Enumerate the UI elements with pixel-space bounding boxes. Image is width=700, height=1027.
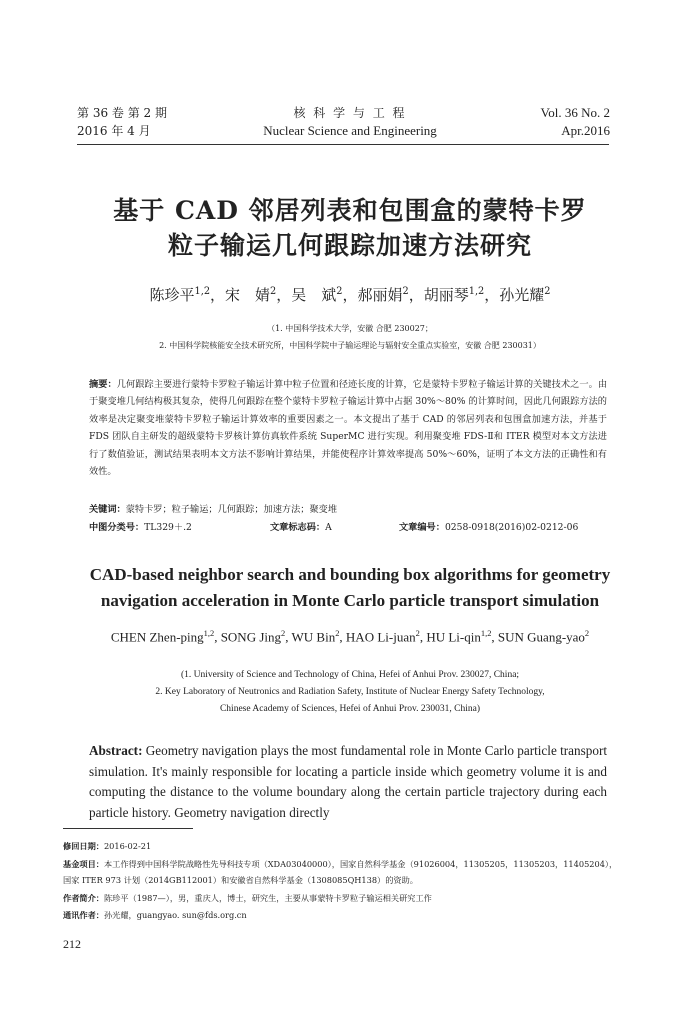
- author-cn-name: ，孙光耀: [484, 286, 545, 304]
- author-en-sup: 1,2: [480, 628, 492, 638]
- received-label: 修回日期：: [63, 841, 104, 851]
- bio-label: 作者简介：: [63, 893, 104, 903]
- author-en-sup: 2: [584, 628, 590, 638]
- author-cn-sup: 2: [402, 286, 409, 297]
- header-journal-en: Nuclear Science and Engineering: [263, 123, 437, 138]
- article-label: 文章编号：: [399, 522, 445, 533]
- author-cn-sup: 1,2: [468, 286, 485, 297]
- affiliation-cn-1: （1. 中国科学技术大学，安徽 合肥 230027；: [267, 324, 433, 333]
- title-en: [0, 562, 700, 614]
- author-cn-sup: 2: [270, 286, 277, 297]
- author-en-sup: 2: [335, 628, 340, 638]
- title-cn: [0, 193, 700, 263]
- author-cn-name: 陈珍平: [149, 286, 195, 304]
- author-en-name: , SUN Guang-yao: [491, 629, 585, 645]
- clc-label: 中图分类号：: [89, 522, 145, 533]
- author-en-name: , WU Bin: [285, 629, 336, 645]
- doc-label: 文章标志码：: [270, 522, 326, 533]
- corr-label: 通讯作者：: [63, 910, 104, 920]
- header-rule: [77, 144, 609, 145]
- author-en-name: , SONG Jing: [214, 629, 282, 645]
- doc-value: A: [325, 522, 332, 533]
- footnote-received: [63, 838, 623, 854]
- clc-value: TL329＋.2: [144, 522, 192, 533]
- fund-label: 基金项目：: [63, 859, 104, 869]
- keywords-text: 蒙特卡罗；粒子输运；几何跟踪；加速方法；聚变堆: [125, 504, 338, 515]
- title-cn-line2: 粒子输运几何跟踪加速方法研究: [167, 231, 532, 260]
- header-date-en: Apr.2016: [561, 123, 610, 138]
- author-en-sup: 2: [281, 628, 286, 638]
- header-volume-cn: 第 36 卷 第 2 期: [77, 106, 167, 120]
- abstract-cn-label: 摘要：: [89, 379, 117, 390]
- title-cn-line1: 基于 CAD 邻居列表和包围盒的蒙特卡罗: [113, 196, 587, 225]
- author-cn-name: ，吴 斌: [276, 286, 337, 304]
- authors-cn: [0, 284, 700, 305]
- fund-value: 本工作得到中国科学院战略性先导科技专项（XDA03040000），国家自然科学基金（91026004，11305205，11305203，11405204），国家 ITER 973 计划（2014GB112001）和安徽省自然科学基金（1308085QH138）的资助。: [63, 859, 618, 885]
- affiliation-cn-2: 2. 中国科学院核能安全技术研究所，中国科学院中子输运理论与辐射安全重点实验室，安徽 合肥 230031）: [159, 341, 541, 350]
- keywords-label: 关键词：: [89, 504, 126, 515]
- affiliation-en-2: 2. Key Laboratory of Neutronics and Radiation Safety, Institute of Nuclear Energy Safety Technology,: [155, 687, 545, 697]
- footnote-corresponding: [63, 907, 623, 923]
- header-vol-no: Vol. 36 No. 2: [540, 105, 610, 120]
- header-date-cn: 2016 年 4 月: [77, 124, 151, 138]
- author-cn-name: ，宋 婧: [210, 286, 271, 304]
- abstract-en: [89, 741, 607, 823]
- author-en-name: , HU Li-qin: [419, 629, 481, 645]
- footnote-fund: [63, 856, 623, 888]
- bio-value: 陈珍平（1987—），男，重庆人，博士，研究生，主要从事蒙特卡罗粒子输运相关研究工作: [103, 893, 432, 903]
- title-en-line2: navigation acceleration in Monte Carlo particle transport simulation: [100, 591, 600, 610]
- article-value: 0258-0918(2016)02-0212-06: [444, 522, 579, 533]
- footnote-bio: [63, 890, 623, 906]
- author-cn-sup: 2: [544, 286, 551, 297]
- page-number: 212: [63, 937, 81, 951]
- header-journal-cn: 核 科 学 与 工 程: [293, 106, 407, 120]
- authors-en: [0, 628, 700, 645]
- title-en-line1: CAD-based neighbor search and bounding box algorithms for geometry: [89, 565, 611, 584]
- author-cn-sup: 1,2: [194, 286, 211, 297]
- author-cn-name: ，胡丽琴: [408, 286, 469, 304]
- doc-code: [270, 520, 332, 536]
- abstract-cn-text: 几何跟踪主要进行蒙特卡罗粒子输运计算中粒子位置和径迹长度的计算，它是蒙特卡罗粒子输运计算的关键技术之一。由于聚变堆几何结构极其复杂，使得几何跟踪在整个蒙特卡罗粒子输运计算中占据 30%～80% 的计算时间，因此几何跟踪方法的效率是决定聚变堆蒙特卡罗粒子输运计算效率的重要因素之一。本文提出了基于 CAD 的邻居列表和包围盒加速方法，并基于 FDS 团队自主研发的超级蒙特卡罗核计算仿真软件系统 SuperMC 进行实现。利用聚变堆 FDS-Ⅱ和 ITER 模型对本文方法进行了数值验证，测试结果表明本文方法不影响计算结果，并能使程序计算效率提高 50%～60%，证明了本文方法的正确性和有效性。: [89, 379, 608, 478]
- author-en-sup: 2: [415, 628, 420, 638]
- author-en-name: CHEN Zhen-ping: [110, 629, 204, 645]
- affiliation-en-1: (1. University of Science and Technology of China, Hefei of Anhui Prov. 230027, China;: [180, 670, 520, 680]
- affiliation-en-3: Chinese Academy of Sciences, Hefei of Anhui Prov. 230031, China): [219, 704, 481, 714]
- abstract-en-text: Geometry navigation plays the most fundamental role in Monte Carlo particle transport simulation. It's mainly responsible for locating a particle inside which geometry volume it is and computing the distance to the volume boundary along the certain particle trajectory during each particle history. Geometry navigation directly: [89, 743, 607, 820]
- header-volume-en: [541, 104, 610, 140]
- author-en-sup: 1,2: [203, 628, 215, 638]
- received-value: 2016-02-21: [103, 841, 152, 851]
- abstract-cn: [89, 376, 607, 480]
- article-number: [399, 520, 578, 536]
- corr-value: 孙光耀，guangyao. sun@fds.org.cn: [103, 910, 247, 920]
- footnote-rule: [63, 828, 193, 829]
- keywords-cn: [89, 502, 607, 518]
- author-cn-sup: 2: [336, 286, 343, 297]
- author-en-name: , HAO Li-juan: [339, 629, 416, 645]
- classification-line: [89, 520, 607, 536]
- author-cn-name: ，郝丽娟: [342, 286, 403, 304]
- abstract-en-label: Abstract:: [89, 743, 143, 758]
- clc-code: [89, 522, 192, 533]
